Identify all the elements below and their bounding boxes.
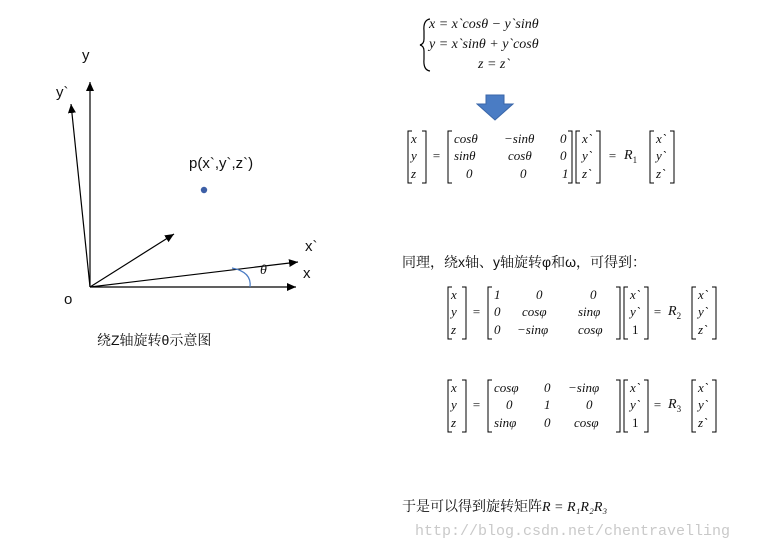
down-arrow-icon <box>476 94 516 122</box>
y-rot-axis-label: y` <box>56 84 69 101</box>
m1-lhs-x: x <box>411 131 417 146</box>
m3-equals-2: = <box>653 397 662 412</box>
m3-lhs-x: x <box>451 380 457 395</box>
m3-rhs: y` <box>630 397 641 412</box>
system-line-3: z = z` <box>478 57 511 72</box>
m3-cell: 0 <box>544 415 551 430</box>
projection-vector <box>90 234 174 287</box>
m2-cell: cosφ <box>578 322 603 337</box>
m2-cell: −sinφ <box>517 322 549 337</box>
m1-lhs-z: z <box>411 166 417 181</box>
m3-cell: cosφ <box>494 380 519 395</box>
m1-out: y` <box>656 148 667 163</box>
m1-rhs: z` <box>582 166 592 181</box>
m1-rhs: x` <box>582 131 593 146</box>
m2-cell: 0 <box>494 304 501 319</box>
point-label: p(x`,y`,z`) <box>189 155 254 172</box>
m2-equals-2: = <box>653 304 662 319</box>
conclusion-formula: R = R₁R₂R₃ <box>542 500 608 515</box>
m3-equals: = <box>472 397 481 412</box>
angle-label: θ <box>260 263 267 278</box>
m2-rhs: 1 <box>632 322 639 337</box>
m2-cell: 0 <box>590 287 597 302</box>
m2-lhs-z: z <box>451 322 457 337</box>
m2-cell: 0 <box>536 287 543 302</box>
m2-rhs: y` <box>630 304 641 319</box>
m3-lhs-z: z <box>451 415 457 430</box>
m3-name: $R_3$ <box>668 397 682 414</box>
m3-cell: 0 <box>586 397 593 412</box>
origin-label: o <box>64 291 73 308</box>
m1-equals: = <box>432 148 441 163</box>
rotation-diagram <box>0 0 380 360</box>
m1-cell: 0 <box>520 166 527 181</box>
m1-cell: 0 <box>466 166 473 181</box>
m2-cell: sinφ <box>578 304 601 319</box>
x-axis-label: x <box>303 265 311 282</box>
m1-cell: cosθ <box>508 148 532 163</box>
system-line-2: y = x`sinθ + y`cosθ <box>429 37 539 52</box>
m2-lhs-x: x <box>451 287 457 302</box>
m1-name: $R_1$ <box>624 148 638 165</box>
m1-cell: sinθ <box>454 148 476 163</box>
matrix-equation-3 <box>440 377 730 435</box>
m3-cell: 1 <box>544 397 551 412</box>
m2-out: z` <box>698 322 708 337</box>
watermark: http://blog.csdn.net/chentravelling <box>415 523 731 540</box>
m1-cell: 0 <box>560 131 567 146</box>
m2-equals: = <box>472 304 481 319</box>
m3-rhs: 1 <box>632 415 639 430</box>
m3-rhs: x` <box>630 380 641 395</box>
similar-text: 同理，绕x轴、y轴旋转φ和ω，可得到： <box>402 254 647 270</box>
system-line-1: x = x`cosθ − y`sinθ <box>429 17 539 32</box>
matrix-equation-1 <box>400 128 690 186</box>
m3-cell: 0 <box>506 397 513 412</box>
m2-out: y` <box>698 304 709 319</box>
m3-out: z` <box>698 415 708 430</box>
m3-out: y` <box>698 397 709 412</box>
m1-out: z` <box>656 166 666 181</box>
matrix-equation-2 <box>440 284 730 342</box>
m1-cell: cosθ <box>454 131 478 146</box>
m2-cell: cosφ <box>522 304 547 319</box>
m3-cell: cosφ <box>574 415 599 430</box>
m3-cell: −sinφ <box>568 380 600 395</box>
m2-cell: 0 <box>494 322 501 337</box>
down-arrow-shape <box>477 95 513 120</box>
conclusion <box>402 496 607 516</box>
m3-cell: 0 <box>544 380 551 395</box>
m2-lhs-y: y <box>451 304 457 319</box>
y-axis-label: y <box>82 47 90 64</box>
angle-arc <box>232 268 250 287</box>
m1-cell: −sinθ <box>504 131 535 146</box>
m2-cell: 1 <box>494 287 501 302</box>
m1-out: x` <box>656 131 667 146</box>
m1-equals-2: = <box>608 148 617 163</box>
diagram-caption: 绕Z轴旋转θ示意图 <box>97 332 212 348</box>
m3-out: x` <box>698 380 709 395</box>
m1-lhs-y: y <box>411 148 417 163</box>
y-rot-axis <box>71 104 90 287</box>
m2-out: x` <box>698 287 709 302</box>
m3-lhs-y: y <box>451 397 457 412</box>
m2-name: $R_2$ <box>668 304 682 321</box>
m2-rhs: x` <box>630 287 641 302</box>
m1-rhs: y` <box>582 148 593 163</box>
m3-cell: sinφ <box>494 415 517 430</box>
m1-cell: 0 <box>560 148 567 163</box>
m1-cell: 1 <box>562 166 569 181</box>
x-rot-axis-label: x` <box>305 238 318 255</box>
point-p <box>201 187 207 193</box>
conclusion-text: 于是可以得到旋转矩阵 <box>402 498 542 514</box>
